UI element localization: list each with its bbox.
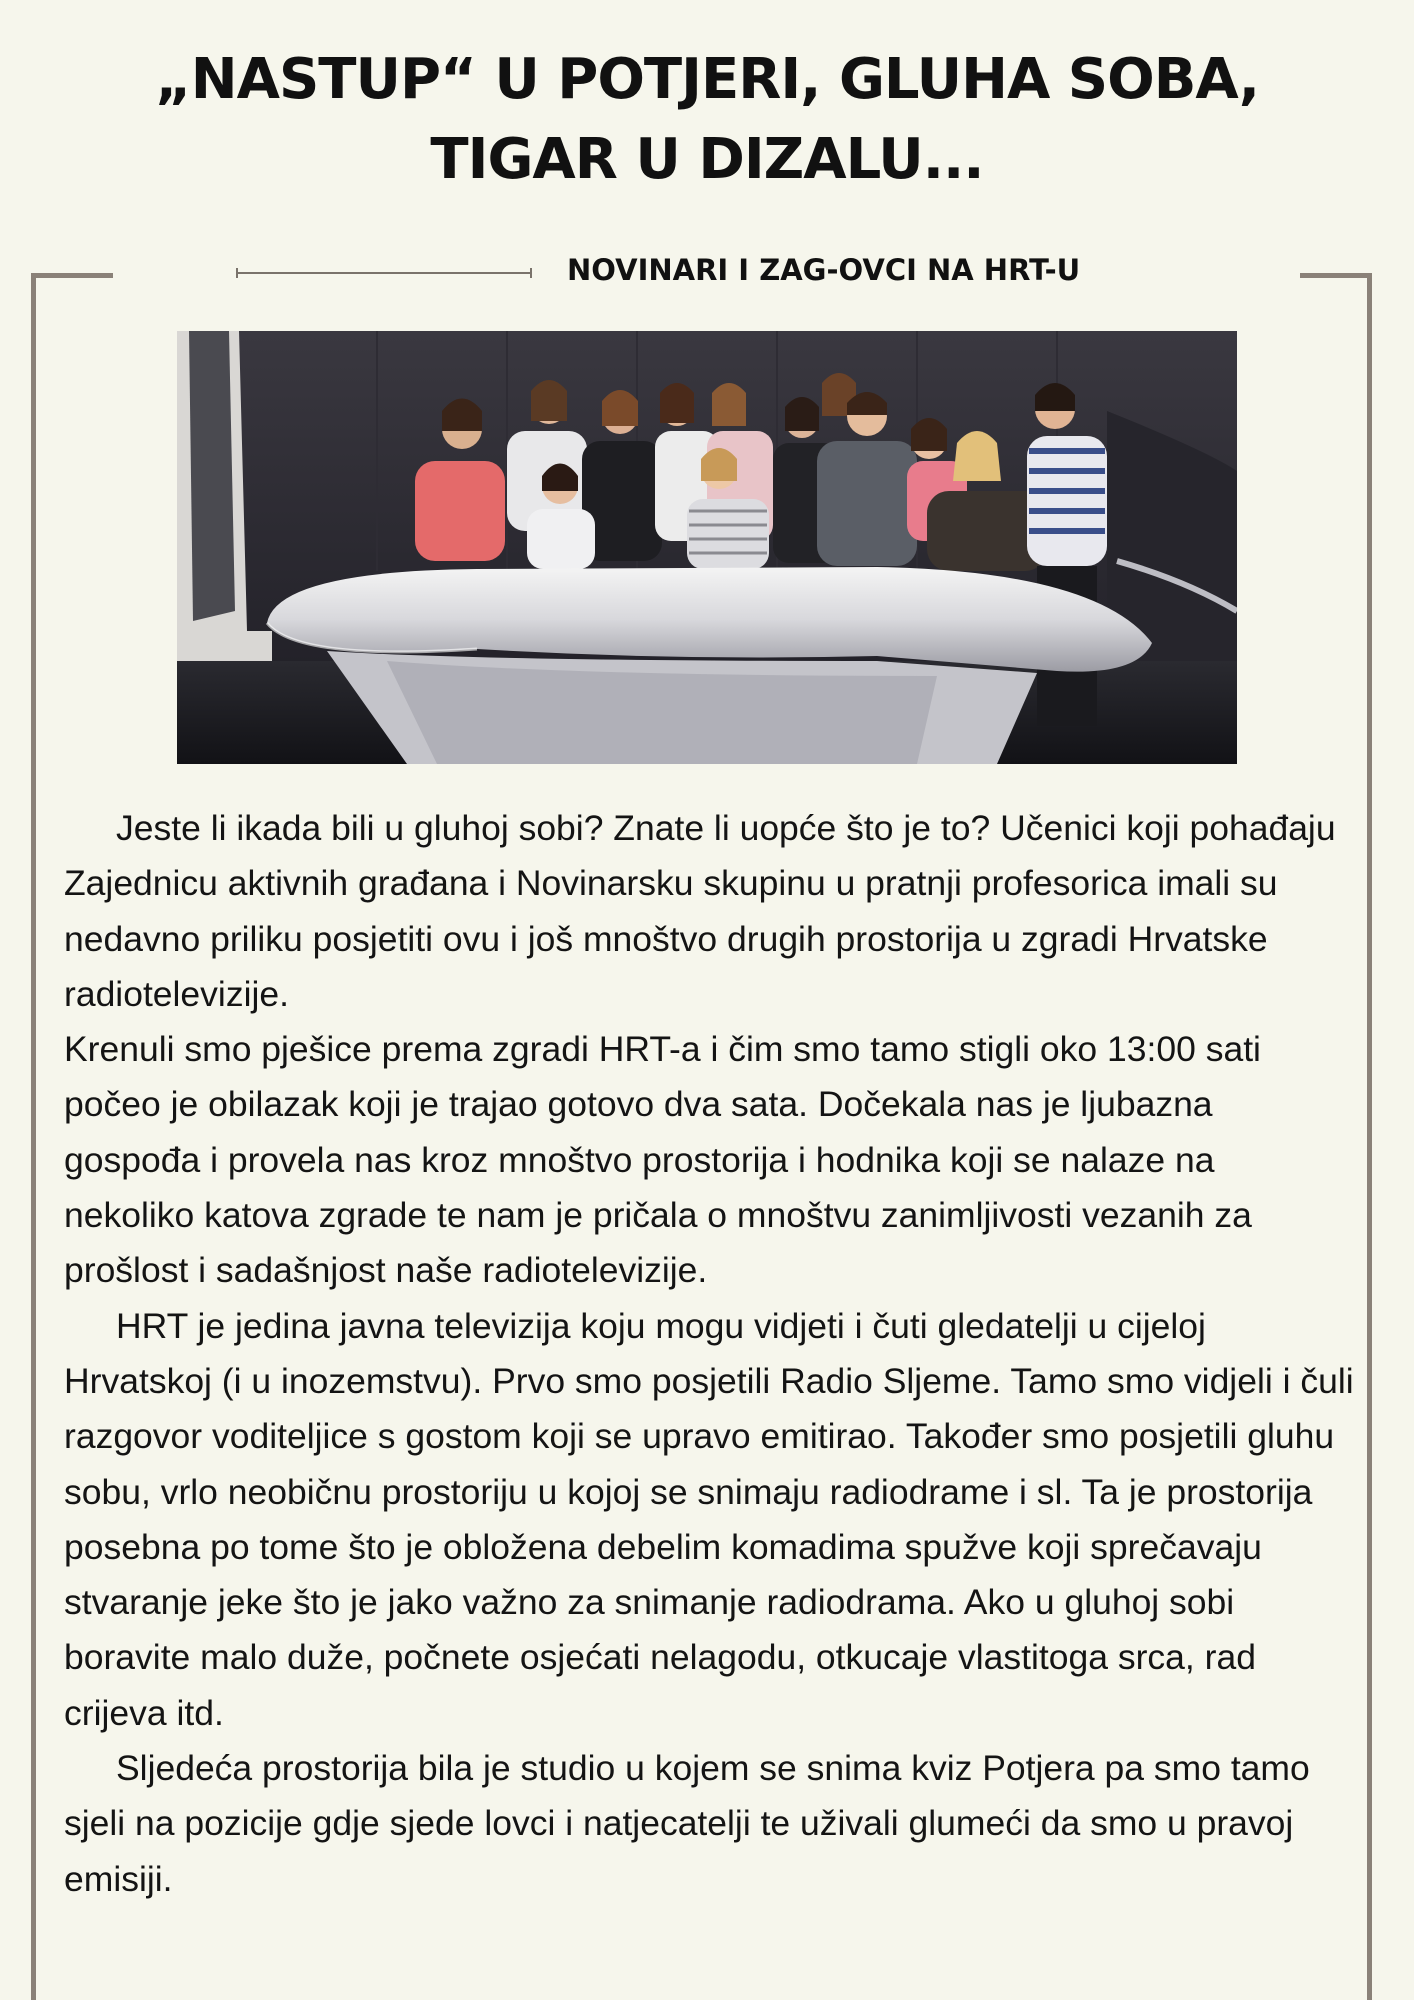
headline	[0, 40, 1414, 200]
frame-right-top-border	[1300, 273, 1372, 278]
headline-line-1: „NASTUP“ U POTJERI, GLUHA SOBA,	[154, 47, 1260, 112]
headline-line-2: TIGAR U DIZALU...	[430, 127, 984, 192]
article-body	[64, 801, 1354, 1907]
article-paragraph-1: Jeste li ikada bili u gluhoj sobi? Znate li uopće što je to? Učenici koji pohađaju Zajednicu aktivnih građana i Novinarsku skupinu u pratnji profesorica imali su nedavno priliku posjetiti ovu i još mnoštvo drugih prostorija u zgradi Hrvatske radiotelevizije.	[64, 808, 1336, 1014]
group-photo-icon	[177, 331, 1237, 764]
frame-right-border	[1367, 273, 1372, 2000]
subheadline: NOVINARI I ZAG-OVCI NA HRT-U	[567, 253, 1081, 287]
frame-left-border	[31, 273, 36, 2000]
decorative-rule-icon	[236, 268, 532, 278]
article-paragraph-4: Sljedeća prostorija bila je studio u kojem se snima kviz Potjera pa smo tamo sjeli na pozicije gdje sjede lovci i natjecatelji te uživali glumeći da smo u pravoj emisiji.	[64, 1748, 1310, 1899]
frame-left-top-border	[31, 273, 113, 278]
article-paragraph-2: Krenuli smo pješice prema zgradi HRT-a i čim smo tamo stigli oko 13:00 sati počeo je obilazak koji je trajao gotovo dva sata. Dočekala nas je ljubazna gospođa i provela nas kroz mnoštvo prostorija i hodnika koji se nalaze na nekoliko katova zgrade te nam je pričala o mnoštvu zanimljivosti vezanih za prošlost i sadašnjost naše radiotelevizije.	[64, 1029, 1261, 1291]
article-paragraph-3: HRT je jedina javna televizija koju mogu vidjeti i čuti gledatelji u cijeloj Hrvatskoj (i u inozemstvu). Prvo smo posjetili Radio Sljeme. Tamo smo vidjeli i čuli razgovor voditeljice s gostom koji se upravo emitirao. Također smo posjetili gluhu sobu, vrlo neobičnu prostoriju u kojoj se snimaju radiodrame i sl. Ta je prostorija posebna po tome što je obložena debelim komadima spužve koji sprečavaju stvaranje jeke što je jako važno za snimanje radiodrama. Ako u gluhoj sobi boravite malo duže, počnete osjećati nelagodu, otkucaje vlastitoga srca, rad crijeva itd.	[64, 1305, 1354, 1733]
